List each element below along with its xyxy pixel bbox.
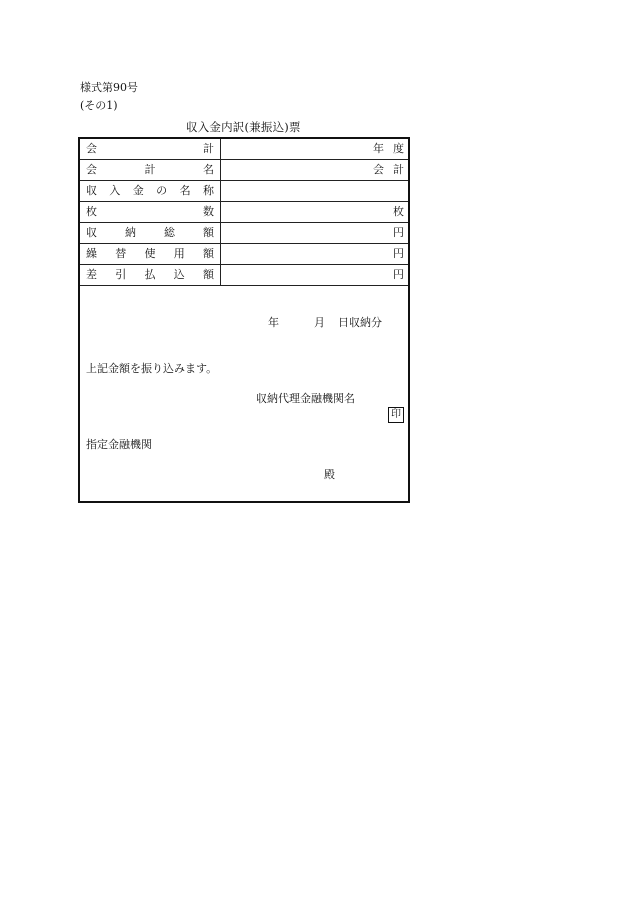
row-value: 円 — [393, 268, 413, 281]
row-value-cell[interactable] — [221, 202, 413, 223]
label-char: 込 — [173, 268, 185, 281]
row-value: 枚 — [393, 205, 413, 218]
row-label — [80, 160, 220, 180]
row-value-cell[interactable] — [221, 139, 413, 160]
label-char: 入 — [109, 184, 121, 197]
row-label — [80, 181, 220, 201]
transfer-text: 上記金額を振り込みます。 — [86, 362, 218, 375]
row-label — [80, 202, 220, 222]
date-month: 月 — [314, 316, 325, 329]
date-year: 年 — [268, 316, 279, 329]
date-day-suffix: 日収納分 — [338, 316, 382, 329]
table-row — [80, 181, 408, 202]
label-char: 計 — [203, 142, 214, 155]
label-char: 収 — [86, 226, 97, 239]
label-char: 繰 — [86, 247, 97, 260]
row-label — [80, 139, 220, 159]
row-label-cell — [80, 139, 221, 160]
label-char: 枚 — [86, 205, 97, 218]
label-char: 金 — [132, 184, 144, 197]
label-char: 収 — [86, 184, 97, 197]
table-row — [80, 160, 408, 181]
row-value-cell[interactable] — [221, 244, 413, 265]
row-value: 年度 — [373, 142, 413, 155]
label-char: 額 — [203, 247, 214, 260]
form-subnumber: (その1) — [80, 99, 118, 112]
label-char: の — [156, 184, 168, 197]
label-char: 納 — [125, 226, 136, 239]
receipt-form — [78, 137, 413, 503]
row-label-cell — [80, 265, 221, 286]
row-value: 会計 — [373, 163, 413, 176]
row-value-cell[interactable] — [221, 265, 413, 286]
form-lower-section — [80, 286, 408, 508]
seal-box: 印 — [388, 407, 404, 423]
label-char: 計 — [144, 163, 156, 176]
date-line — [268, 314, 382, 330]
table-row — [80, 139, 408, 160]
table-row — [80, 244, 408, 265]
table-row — [80, 202, 408, 223]
label-char: 総 — [164, 226, 175, 239]
label-char: 会 — [86, 163, 97, 176]
table-row — [80, 223, 408, 244]
row-value-cell[interactable] — [221, 160, 413, 181]
row-label-cell — [80, 244, 221, 265]
label-char: 差 — [86, 268, 97, 281]
row-label-cell — [80, 202, 221, 223]
label-char: 会 — [86, 142, 97, 155]
row-value: 円 — [393, 247, 413, 260]
row-value-cell[interactable] — [221, 223, 413, 244]
label-char: 額 — [203, 226, 214, 239]
label-char: 称 — [202, 184, 214, 197]
agent-bank-label: 収納代理金融機関名 — [256, 392, 355, 405]
label-char: 用 — [173, 247, 185, 260]
label-char: 額 — [203, 268, 214, 281]
row-label — [80, 244, 220, 264]
row-value-cell[interactable] — [221, 181, 409, 202]
label-char: 引 — [115, 268, 127, 281]
row-label — [80, 265, 220, 285]
form-title: 収入金内訳(兼振込)票 — [186, 120, 301, 134]
honorific: 殿 — [324, 468, 335, 481]
label-char: 数 — [203, 205, 214, 218]
form-number: 様式第90号 — [80, 81, 138, 94]
label-char: 使 — [144, 247, 156, 260]
table-row — [80, 265, 408, 286]
receipt-table — [80, 139, 413, 286]
row-label — [80, 223, 220, 243]
row-value: 円 — [393, 226, 413, 239]
label-char: 名 — [203, 163, 214, 176]
row-label-cell — [80, 181, 221, 202]
label-char: 替 — [115, 247, 127, 260]
label-char: 名 — [179, 184, 191, 197]
designated-bank-label: 指定金融機関 — [86, 438, 152, 451]
row-label-cell — [80, 160, 221, 181]
row-label-cell — [80, 223, 221, 244]
label-char: 払 — [144, 268, 156, 281]
